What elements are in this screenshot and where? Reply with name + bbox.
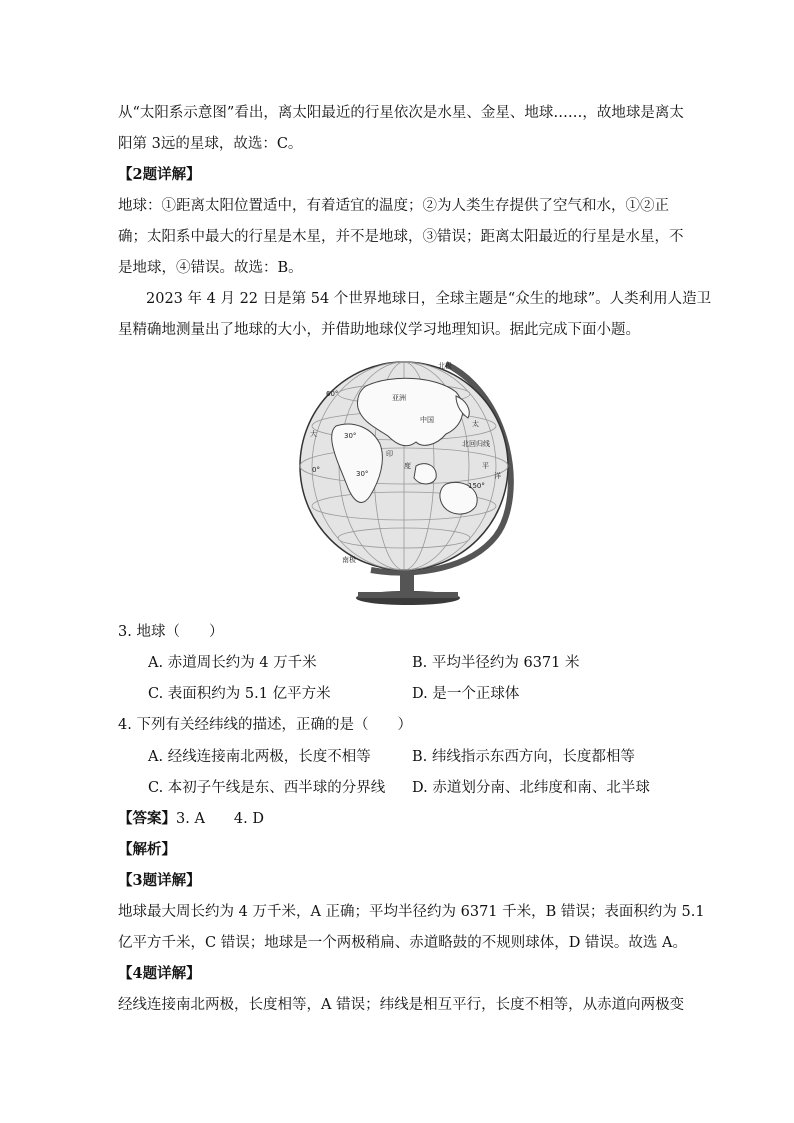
map-label: 30° bbox=[344, 432, 357, 440]
question-4-stem: 4. 下列有关经纬线的描述，正确的是（ ） bbox=[118, 717, 412, 733]
map-label: 60° bbox=[326, 390, 339, 398]
map-label: 0° bbox=[312, 466, 320, 474]
map-label: 30° bbox=[356, 470, 369, 478]
q3-option-d: D. 是一个正球体 bbox=[412, 686, 520, 702]
map-label: 150° bbox=[468, 482, 485, 490]
q4-option-b: B. 纬线指示东西方向，长度都相等 bbox=[412, 749, 635, 765]
answer-value: 3. A 4. D bbox=[176, 811, 264, 827]
south-pole-label: 南极 bbox=[342, 556, 356, 564]
q4-option-a: A. 经线连接南北两极，长度不相等 bbox=[148, 749, 371, 765]
paragraph-line: 地球：①距离太阳位置适中，有着适宜的温度；②为人类生存提供了空气和水，①②正 bbox=[118, 198, 669, 214]
globe-figure bbox=[296, 356, 526, 608]
map-label: 洋 bbox=[494, 472, 501, 480]
section-heading: 【2题详解】 bbox=[118, 166, 201, 183]
answer-label: 【答案】 bbox=[118, 810, 176, 827]
map-label: 度 bbox=[404, 462, 411, 470]
analysis-heading: 【解析】 bbox=[118, 841, 176, 858]
paragraph-line: 2023 年 4 月 22 日是第 54 个世界地球日，全球主题是“众生的地球”。人类利用人造卫 bbox=[146, 291, 712, 307]
paragraph-line: 从“太阳系示意图”看出，离太阳最近的行星依次是水星、金星、地球……，故地球是离太 bbox=[118, 105, 684, 121]
q3-option-b: B. 平均半径约为 6371 米 bbox=[412, 655, 580, 671]
q4-option-c: C. 本初子午线是东、西半球的分界线 bbox=[148, 780, 386, 796]
paragraph-line: 星精确地测量出了地球的大小，并借助地球仪学习地理知识。据此完成下面小题。 bbox=[118, 322, 640, 338]
q4-option-d: D. 赤道划分南、北纬度和南、北半球 bbox=[412, 780, 650, 796]
paragraph-line: 阳第 3远的星球，故选：C。 bbox=[118, 136, 303, 152]
paragraph-line: 是地球，④错误。故选：B。 bbox=[118, 260, 303, 276]
map-label: 大 bbox=[310, 430, 317, 438]
question-3-stem: 3. 地球（ ） bbox=[118, 624, 224, 640]
paragraph-line: 地球最大周长约为 4 万千米，A 正确；平均半径约为 6371 千米，B 错误；表面积约为 5.1 bbox=[118, 904, 705, 920]
map-label: 平 bbox=[482, 462, 489, 470]
map-label: 印 bbox=[386, 450, 393, 458]
north-pole-label: 北极 bbox=[438, 362, 452, 370]
map-label: 北回归线 bbox=[462, 440, 490, 448]
paragraph-line: 亿平方千米，C 错误；地球是一个两极稍扁、赤道略鼓的不规则球体，D 错误。故选 A。 bbox=[118, 935, 688, 951]
map-label: 中国 bbox=[420, 416, 434, 424]
map-label: 亚洲 bbox=[392, 394, 406, 402]
globe-illustration bbox=[296, 356, 526, 608]
map-label: 太 bbox=[472, 420, 479, 428]
paragraph-line: 确；太阳系中最大的行星是木星，并不是地球，③错误；距离太阳最近的行星是水星，不 bbox=[118, 229, 684, 245]
paragraph-line: 经线连接南北两极，长度相等，A 错误；纬线是相互平行，长度不相等，从赤道向两极变 bbox=[118, 997, 685, 1013]
section-heading: 【4题详解】 bbox=[118, 965, 201, 982]
section-heading: 【3题详解】 bbox=[118, 872, 201, 889]
q3-option-a: A. 赤道周长约为 4 万千米 bbox=[148, 655, 317, 671]
q3-option-c: C. 表面积约为 5.1 亿平方米 bbox=[148, 686, 331, 702]
answer-line bbox=[118, 809, 678, 829]
